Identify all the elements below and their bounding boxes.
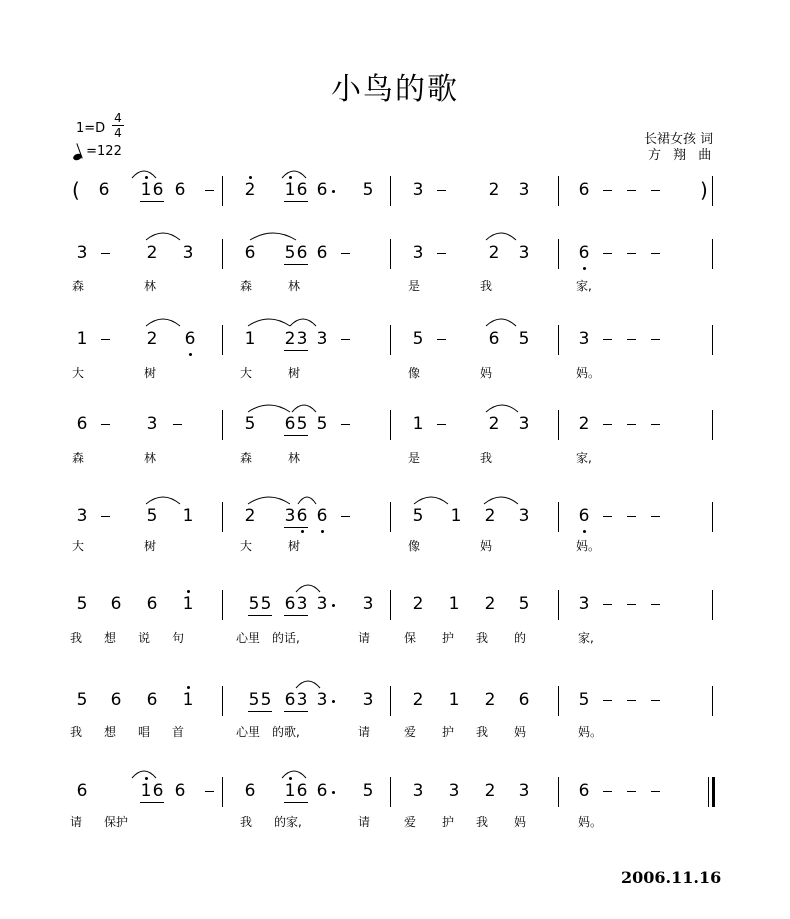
tie-arc bbox=[248, 405, 290, 412]
tie-arc bbox=[486, 319, 516, 326]
lyric-syllable: 妈。 bbox=[576, 539, 601, 553]
note-r1-m3: 6 bbox=[578, 243, 590, 263]
note-r4-m3: 6 bbox=[578, 506, 590, 526]
note-r0-m2: 3 bbox=[412, 180, 424, 200]
note-r7-m0: 1 bbox=[140, 781, 152, 801]
note-r0-m1: 5 bbox=[362, 180, 374, 200]
tie-arc bbox=[146, 497, 180, 504]
lyric-syllable: 是 bbox=[408, 451, 421, 465]
lyric-syllable: 林 bbox=[144, 451, 157, 465]
note-r7-m1: 5 bbox=[362, 781, 374, 801]
note-r6-m1: 5 bbox=[260, 690, 272, 710]
note-r0-m1: 6 bbox=[296, 180, 308, 200]
lyric-syllable: 我 bbox=[476, 815, 489, 829]
lyric-syllable: 心里 bbox=[236, 631, 261, 645]
lyric-syllable: 我 bbox=[480, 279, 493, 293]
lyric-syllable: 想 bbox=[104, 631, 117, 645]
note-r4-m0: 3 bbox=[76, 506, 88, 526]
lyric-syllable: 大 bbox=[72, 366, 85, 380]
tie-arc bbox=[282, 171, 306, 178]
intro-paren-close: ) bbox=[700, 178, 708, 202]
lyric-syllable: 我 bbox=[240, 815, 253, 829]
note-r6-m0: 6 bbox=[110, 690, 122, 710]
lyric-syllable: 大 bbox=[240, 539, 253, 553]
note-r7-m2: 3 bbox=[412, 781, 424, 801]
lyric-syllable: 请 bbox=[70, 815, 83, 829]
lyric-syllable: 家, bbox=[576, 279, 592, 293]
date-stamp: 2006.11.16 bbox=[621, 868, 722, 887]
lyric-syllable: 首 bbox=[172, 725, 185, 739]
note-r4-m1: 2 bbox=[244, 506, 256, 526]
lyric-syllable: 森 bbox=[240, 279, 253, 293]
lyric-syllable: 像 bbox=[408, 539, 421, 553]
note-r0-m1: 1 bbox=[284, 180, 296, 200]
note-r6-m1: 3 bbox=[296, 690, 308, 710]
lyric-syllable: 保 bbox=[404, 631, 417, 645]
note-r1-m2: 2 bbox=[488, 243, 500, 263]
tie-arc bbox=[296, 681, 320, 688]
note-r6-m2: 6 bbox=[518, 690, 530, 710]
note-r5-m2: 1 bbox=[448, 594, 460, 614]
note-r7-m3: 6 bbox=[578, 781, 590, 801]
note-r7-m1: 6 bbox=[296, 781, 308, 801]
lyric-syllable: 树 bbox=[144, 539, 157, 553]
lyric-syllable: 请 bbox=[358, 631, 371, 645]
lyric-syllable: 心里 bbox=[236, 725, 261, 739]
note-r5-m1: 5 bbox=[260, 594, 272, 614]
tie-arc bbox=[248, 497, 290, 504]
note-r3-m1: 5 bbox=[316, 414, 328, 434]
lyric-syllable: 妈 bbox=[514, 725, 527, 739]
note-r5-m2: 2 bbox=[412, 594, 424, 614]
note-r1-m2: 3 bbox=[518, 243, 530, 263]
note-r1-m1: 6 bbox=[244, 243, 256, 263]
note-r2-m2: 5 bbox=[412, 329, 424, 349]
song-title: 小鸟的歌 bbox=[331, 72, 459, 107]
note-r0-m2: 3 bbox=[518, 180, 530, 200]
note-r4-m2: 5 bbox=[412, 506, 424, 526]
lyric-syllable: 请 bbox=[358, 725, 371, 739]
note-r5-m1: 3 bbox=[296, 594, 308, 614]
note-r5-m3: 3 bbox=[578, 594, 590, 614]
lyric-syllable: 我 bbox=[480, 451, 493, 465]
note-r5-m1: 5 bbox=[248, 594, 260, 614]
note-r1-m0: 2 bbox=[146, 243, 158, 263]
tie-arc bbox=[296, 585, 320, 592]
intro-paren-open: ( bbox=[72, 178, 80, 202]
note-r6-m2: 2 bbox=[484, 690, 496, 710]
lyric-syllable: 妈 bbox=[514, 815, 527, 829]
note-r4-m2: 3 bbox=[518, 506, 530, 526]
note-r3-m1: 5 bbox=[244, 414, 256, 434]
lyric-syllable: 家, bbox=[576, 451, 592, 465]
lyric-syllable: 的话, bbox=[272, 631, 300, 645]
lyric-syllable: 想 bbox=[104, 725, 117, 739]
tie-arc bbox=[290, 319, 316, 326]
tie-arc bbox=[414, 497, 448, 504]
note-r7-m1: 1 bbox=[284, 781, 296, 801]
note-r6-m0: 6 bbox=[146, 690, 158, 710]
lyric-syllable: 爱 bbox=[404, 725, 417, 739]
lyric-syllable: 林 bbox=[288, 451, 301, 465]
note-r2-m0: 2 bbox=[146, 329, 158, 349]
tempo-value: =122 bbox=[86, 144, 122, 159]
lyric-syllable: 树 bbox=[288, 366, 301, 380]
note-r1-m0: 3 bbox=[76, 243, 88, 263]
tie-arc bbox=[146, 233, 180, 240]
note-r1-m0: 3 bbox=[182, 243, 194, 263]
note-r6-m0: 1 bbox=[182, 690, 194, 710]
time-signature-bottom: 4 bbox=[114, 126, 122, 140]
note-r1-m2: 3 bbox=[412, 243, 424, 263]
note-r5-m2: 5 bbox=[518, 594, 530, 614]
note-r6-m3: 5 bbox=[578, 690, 590, 710]
note-r7-m0: 6 bbox=[152, 781, 164, 801]
note-r1-m1: 5 bbox=[284, 243, 296, 263]
tie-arc bbox=[132, 171, 156, 178]
lyric-syllable: 爱 bbox=[404, 815, 417, 829]
note-r3-m2: 3 bbox=[518, 414, 530, 434]
lyric-syllable: 我 bbox=[70, 725, 83, 739]
tie-arc bbox=[486, 233, 516, 240]
note-r0-m2: 2 bbox=[488, 180, 500, 200]
note-r6-m1: 6 bbox=[284, 690, 296, 710]
note-r6-m1: 3 bbox=[362, 690, 374, 710]
tie-arc bbox=[486, 405, 518, 412]
lyric-syllable: 的家, bbox=[274, 815, 302, 829]
lyric-syllable: 我 bbox=[70, 631, 83, 645]
tie-arc bbox=[282, 771, 306, 778]
note-r5-m1: 3 bbox=[362, 594, 374, 614]
note-r0-m1: 6 bbox=[316, 180, 328, 200]
lyric-syllable: 像 bbox=[408, 366, 421, 380]
note-r0-m0: 1 bbox=[140, 180, 152, 200]
lyric-syllable: 林 bbox=[144, 279, 157, 293]
lyric-syllable: 大 bbox=[72, 539, 85, 553]
note-r0-m0: 6 bbox=[152, 180, 164, 200]
tie-arc bbox=[132, 771, 156, 778]
composer-credit: 方 翔 曲 bbox=[648, 148, 712, 163]
note-r6-m1: 5 bbox=[248, 690, 260, 710]
note-r0-m3: 6 bbox=[578, 180, 590, 200]
note-r3-m2: 1 bbox=[412, 414, 424, 434]
lyric-syllable: 句 bbox=[172, 631, 185, 645]
tie-arc bbox=[248, 319, 290, 326]
note-r7-m0: 6 bbox=[174, 781, 186, 801]
note-r5-m0: 6 bbox=[110, 594, 122, 614]
lyric-syllable: 妈。 bbox=[578, 725, 603, 739]
lyric-syllable: 妈 bbox=[480, 366, 493, 380]
note-r6-m0: 5 bbox=[76, 690, 88, 710]
note-r7-m2: 3 bbox=[448, 781, 460, 801]
lyric-syllable: 护 bbox=[442, 631, 455, 645]
note-r1-m1: 6 bbox=[296, 243, 308, 263]
lyric-syllable: 妈 bbox=[480, 539, 493, 553]
note-r5-m0: 6 bbox=[146, 594, 158, 614]
note-r3-m2: 2 bbox=[488, 414, 500, 434]
note-r2-m2: 5 bbox=[518, 329, 530, 349]
note-r2-m1: 3 bbox=[296, 329, 308, 349]
tie-arc bbox=[298, 497, 316, 504]
lyric-syllable: 护 bbox=[442, 725, 455, 739]
lyric-syllable: 大 bbox=[240, 366, 253, 380]
note-r4-m0: 1 bbox=[182, 506, 194, 526]
lyric-syllable: 森 bbox=[240, 451, 253, 465]
note-r4-m1: 6 bbox=[296, 506, 308, 526]
note-r6-m2: 1 bbox=[448, 690, 460, 710]
note-r2-m0: 1 bbox=[76, 329, 88, 349]
key-signature: 1=D bbox=[76, 121, 106, 136]
note-r7-m2: 2 bbox=[484, 781, 496, 801]
lyric-syllable: 家, bbox=[578, 631, 594, 645]
tie-arc bbox=[250, 233, 296, 240]
time-signature-top: 4 bbox=[114, 111, 122, 125]
note-r6-m2: 2 bbox=[412, 690, 424, 710]
note-r5-m2: 2 bbox=[484, 594, 496, 614]
lyric-syllable: 护 bbox=[442, 815, 455, 829]
lyric-syllable: 我 bbox=[476, 725, 489, 739]
lyric-syllable: 的 bbox=[514, 631, 527, 645]
note-r3-m1: 5 bbox=[296, 414, 308, 434]
note-r5-m1: 6 bbox=[284, 594, 296, 614]
note-r4-m2: 2 bbox=[484, 506, 496, 526]
note-r3-m0: 6 bbox=[76, 414, 88, 434]
lyric-syllable: 树 bbox=[144, 366, 157, 380]
note-r2-m1: 2 bbox=[284, 329, 296, 349]
lyric-syllable: 妈。 bbox=[578, 815, 603, 829]
note-r6-m1: 3 bbox=[316, 690, 328, 710]
note-r0-m0: 6 bbox=[98, 180, 110, 200]
note-r3-m3: 2 bbox=[578, 414, 590, 434]
tie-arc bbox=[484, 497, 518, 504]
note-r2-m0: 6 bbox=[184, 329, 196, 349]
note-r2-m3: 3 bbox=[578, 329, 590, 349]
lyric-syllable: 请 bbox=[358, 815, 371, 829]
lyric-syllable: 是 bbox=[408, 279, 421, 293]
note-r7-m1: 6 bbox=[244, 781, 256, 801]
lyric-syllable: 唱 bbox=[138, 725, 151, 739]
lyricist-credit: 长裙女孩 词 bbox=[644, 132, 714, 147]
note-r0-m1: 2 bbox=[244, 180, 256, 200]
note-r4-m0: 5 bbox=[146, 506, 158, 526]
lyric-syllable: 树 bbox=[288, 539, 301, 553]
note-r2-m2: 6 bbox=[488, 329, 500, 349]
note-r1-m1: 6 bbox=[316, 243, 328, 263]
lyric-syllable: 说 bbox=[138, 631, 151, 645]
note-r7-m1: 6 bbox=[316, 781, 328, 801]
note-r5-m0: 5 bbox=[76, 594, 88, 614]
note-r4-m2: 1 bbox=[450, 506, 462, 526]
lyric-syllable: 林 bbox=[288, 279, 301, 293]
note-r4-m1: 3 bbox=[284, 506, 296, 526]
note-r5-m1: 3 bbox=[316, 594, 328, 614]
note-r2-m1: 1 bbox=[244, 329, 256, 349]
tie-arc bbox=[292, 405, 316, 412]
note-r4-m1: 6 bbox=[316, 506, 328, 526]
note-r3-m1: 6 bbox=[284, 414, 296, 434]
lyric-syllable: 保护 bbox=[104, 815, 129, 829]
note-r0-m0: 6 bbox=[174, 180, 186, 200]
note-r7-m0: 6 bbox=[76, 781, 88, 801]
note-r3-m0: 3 bbox=[146, 414, 158, 434]
lyric-syllable: 妈。 bbox=[576, 366, 601, 380]
note-r7-m2: 3 bbox=[518, 781, 530, 801]
lyric-syllable: 森 bbox=[72, 279, 85, 293]
lyric-syllable: 森 bbox=[72, 451, 85, 465]
lyric-syllable: 的歌, bbox=[272, 725, 300, 739]
note-r5-m0: 1 bbox=[182, 594, 194, 614]
note-r2-m1: 3 bbox=[316, 329, 328, 349]
lyric-syllable: 我 bbox=[476, 631, 489, 645]
tie-arc bbox=[146, 319, 180, 326]
